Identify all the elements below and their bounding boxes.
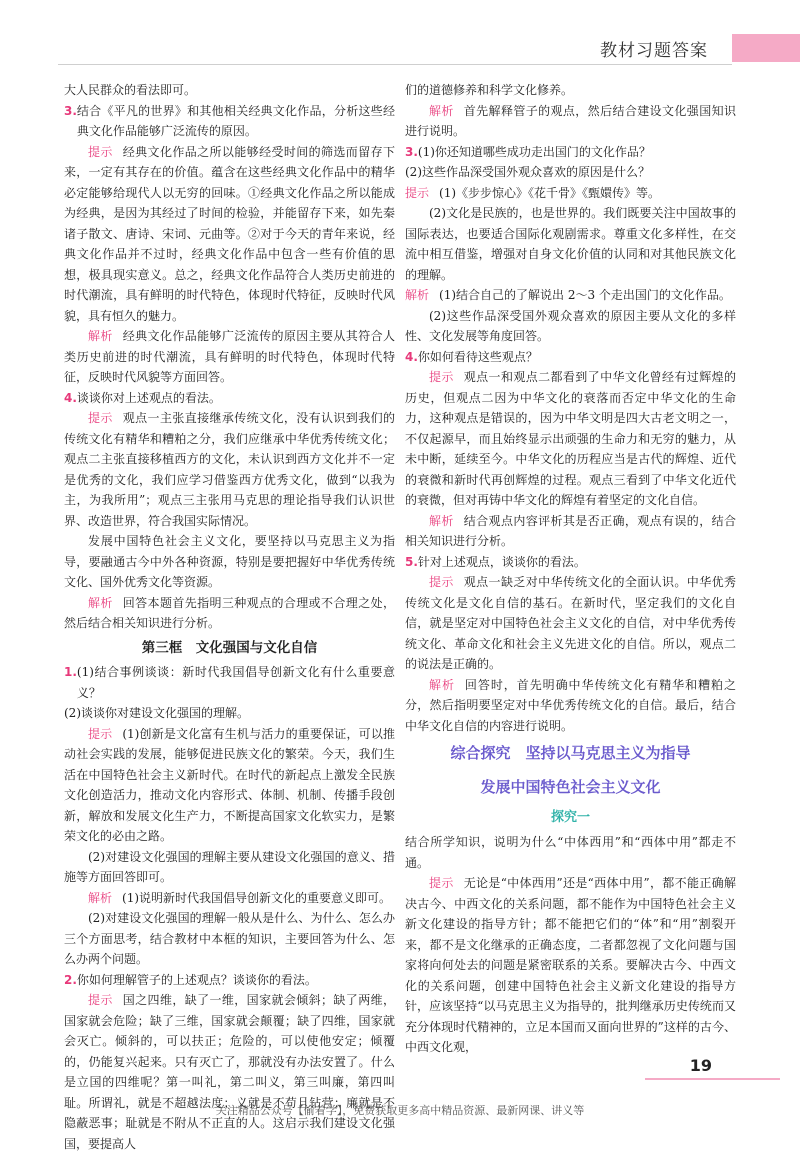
question-number: 3. (64, 103, 77, 118)
analysis-tag: 解析 (88, 890, 113, 905)
page-number: 19 (689, 1056, 712, 1075)
hint-text: 国之四维，缺了一维，国家就会倾斜；缺了两维，国家就会危险；缺了三维，国家就会颠覆；缺了四维，国家就会灭亡。倾斜的，可以扶正；危险的，可以使他安定；倾覆的，仍能复兴起来。只有灭亡了，那就没有办法安置了。什么是立国的四维呢？第一叫礼，第二叫义，第三叫廉，第四叫耻。所谓礼，就是不超越法度；义就是不苟且钻营；廉就是不隐蔽恶事；耻就是不附从不正直的人。这启示我们建设文化强国，要提高人 (64, 993, 395, 1151)
analysis-paragraph: (2)这些作品深受国外观众喜欢的原因主要从文化的多样性、文化发展等角度回答。 (405, 308, 736, 343)
analysis-text: 结合观点内容评析其是否正确，观点有误的，结合相关知识进行分析。 (405, 513, 736, 548)
question-text: (1)结合事例谈谈：新时代我国倡导创新文化有什么重要意义？ (76, 665, 395, 700)
analysis-tag: 解析 (88, 595, 113, 610)
analysis-block (405, 101, 736, 142)
analysis-block (405, 285, 736, 306)
question-text: 你如何理解管子的上述观点？谈谈你的看法。 (76, 972, 317, 987)
question-number: 5. (405, 554, 418, 569)
question-text: 谈谈你对上述观点的看法。 (76, 390, 221, 405)
question-number: 3. (405, 144, 418, 159)
analysis-text: (1)结合自己的了解说出 2～3 个走出国门的文化作品。 (439, 288, 731, 302)
question-text: 你如何看待这些观点？ (417, 349, 538, 364)
inquiry-heading-line-1: 综合探究 坚持以马克思主义为指导 (450, 744, 691, 762)
analysis-block (64, 888, 395, 909)
hint-text: 观点一缺乏对中华传统文化的全面认识。中华优秀传统文化是文化自信的基石。在新时代，坚定我们的文化自信，就是坚定对中国特色社会主义文化的自信，对中华优秀传统文化、革命文化和社会主义先进文化的自信。所以，观点二的说法是正确的。 (405, 575, 736, 671)
header-divider (58, 64, 732, 65)
right-line-1: 们的道德修养和科学文化修养。 (405, 83, 574, 97)
analysis-tag: 解析 (429, 513, 454, 528)
analysis-text: 首先解释管子的观点，然后结合建设文化强国知识进行说明。 (405, 103, 736, 138)
hint-text: 经典文化作品之所以能够经受时间的筛选而留存下来，一定有其存在的价值。蕴含在这些经典文化作品中的精华必定能够给现代人以无穷的回味。①经典文化作品之所以能成为经典，是因为其经过了时间的检验，并能留存下来，如先秦诸子散文、唐诗、宋词、元曲等。②对于今天的青年来说，经典文化作品并不过时，经典文化作品中包含一些有价值的思想，极具现实意义。总之，经典文化作品符合人类历史前进的时代潮流，具有鲜明的时代特色，体现时代特征，反映时代风貌，具有恒久的魅力。 (64, 144, 395, 323)
question-3 (64, 101, 395, 142)
hint-paragraph: (2)文化是民族的，也是世界的。我们既要关注中国故事的国际表达，也要适合国际化观剧需求。尊重文化多样性，在交流中相互借鉴，增强对自身文化价值的认同和对其他民族文化的理解。 (405, 206, 736, 282)
hint-tag: 提示 (88, 144, 113, 159)
header-accent-bar (732, 34, 800, 62)
question-text: (1)你还知道哪些成功走出国门的文化作品？ (417, 144, 651, 159)
hint-tag: 提示 (429, 575, 454, 589)
left-line-1: 大人民群众的看法即可。 (64, 83, 197, 97)
question-number: 4. (64, 390, 77, 405)
hint-block (64, 142, 395, 327)
hint-block (405, 183, 736, 204)
hint-block (64, 990, 395, 1154)
hint-tag: 提示 (88, 993, 113, 1007)
analysis-block (405, 675, 736, 737)
page-number-underline (645, 1078, 780, 1080)
hint-block (405, 873, 736, 1058)
analysis-text: 经典文化作品能够广泛流传的原因主要从其符合人类历史前进的时代潮流，具有鲜明的时代特色，体现时代特征，反映时代风貌等方面回答。 (64, 329, 395, 384)
question-4 (405, 347, 736, 368)
question-subtext: (2)谈谈你对建设文化强国的理解。 (64, 706, 249, 720)
question-2 (64, 970, 395, 991)
hint-text: 无论是“中体西用”还是“西体中用”，都不能正确解决古今、中西文化的关系问题，都不能作为中国特色社会主义新文化建设的指导方针；都不能把它们的“体”和“用”割裂开来，都不是文化继承的正确态度，二者都忽视了文化问题与国家将向何处去的问题是紧密联系的关系。要解决古今、中西文化的关系问题，创建中国特色社会主义新文化建设的指导方针，应该坚持“以马克思主义为指导的，批判继承历史传统而又充分体现时代精神的，立足本国而又面向世界的”这样的古今、中西文化观， (405, 876, 736, 1054)
hint-block (405, 572, 736, 675)
question-3 (405, 142, 736, 163)
hint-block (405, 367, 736, 511)
hint-text: (1)创新是文化富有生机与活力的重要保证，可以推动社会实践的发展，能够促进民族文化的繁荣。今天，我们生活在中国特色社会主义新时代。在时代的新起点上激发全民族文化创造活力，推动文化内容形式、体制、机制、传播手段创新，解放和发展文化生产力，不断提高国家文化软实力，是繁荣文化的必由之路。 (64, 726, 395, 843)
left-column (64, 80, 395, 1154)
hint-text: 观点一主张直接继承传统文化，没有认识到我们的传统文化有精华和糟粕之分，我们应继承中华优秀传统文化；观点二主张直接移植西方的文化，未认识到西方文化并不一定是优秀的文化，我们应学习借鉴西方优秀文化，做到“以我为主，为我所用”；观点三主张用马克思的理论指导我们认识世界、改造世界，符合我国实际情况。 (64, 411, 395, 528)
question-4 (64, 388, 395, 409)
footer-notice: 关注精品公众号【偷着学】，免费获取更多高中精品资源、最新网课、讲义等 (215, 1104, 585, 1117)
analysis-tag: 解析 (405, 288, 430, 302)
hint-text: (1)《步步惊心》《花千骨》《甄嬛传》等。 (439, 185, 661, 200)
hint-tag: 提示 (88, 726, 113, 741)
analysis-block (64, 326, 395, 388)
question-text: 针对上述观点，谈谈你的看法。 (417, 554, 586, 569)
analysis-text: 回答时，首先明确中华传统文化有精华和糟粕之分，然后指明要坚定对中华优秀传统文化的自信。最后，结合中华文化自信的内容进行说明。 (405, 677, 736, 733)
hint-block (64, 408, 395, 531)
inquiry-question: 结合所学知识，说明为什么“中体西用”和“西体中用”都走不通。 (405, 835, 736, 870)
question-1 (64, 662, 395, 703)
analysis-tag: 解析 (429, 677, 455, 692)
header-title: 教材习题答案 (600, 41, 708, 61)
question-5 (405, 552, 736, 573)
hint-tag: 提示 (405, 185, 430, 200)
question-number: 4. (405, 349, 418, 364)
hint-text: 观点一和观点二都看到了中华文化曾经有过辉煌的历史，但观点二因为中华文化的衰落而否定中华文化的生命力，这种观点是错误的，因为中华文明是四大古老文明之一，不仅起源早，而且始终显示出顽强的生命力和无穷的魅力，从未中断，延续至今。中华文化的历程应当是古代的辉煌、近代的衰微和新时代再创辉煌的过程。观点三看到了中华文化近代的衰微，但对再铸中华文化的辉煌有着坚定的文化自信。 (405, 370, 736, 507)
inquiry-subheading: 探究一 (550, 810, 590, 825)
question-subtext: (2)这些作品深受国外观众喜欢的原因是什么？ (405, 165, 650, 179)
analysis-paragraph: (2)对建设文化强国的理解一般从是什么、为什么、怎么办三个方面思考，结合教材中本框的知识，主要回答为什么、怎么办两个问题。 (64, 911, 395, 966)
analysis-tag: 解析 (88, 329, 113, 343)
analysis-text: 回答本题首先指明三种观点的合理或不合理之处，然后结合相关知识进行分析。 (64, 595, 395, 630)
hint-paragraph: (2)对建设文化强国的理解主要从建设文化强国的意义、措施等方面回答即可。 (64, 849, 395, 884)
analysis-text: (1)说明新时代我国倡导创新文化的重要意义即可。 (122, 890, 392, 905)
hint-tag: 提示 (429, 370, 454, 384)
right-column (405, 80, 736, 1058)
question-text: 结合《平凡的世界》和其他相关经典文化作品，分析这些经典文化作品能够广泛流传的原因。 (76, 103, 395, 138)
hint-tag: 提示 (88, 411, 113, 425)
question-number: 1. (64, 665, 77, 679)
analysis-tag: 解析 (429, 103, 454, 118)
section-title: 第三框 文化强国与文化自信 (141, 639, 318, 656)
analysis-block (405, 511, 736, 552)
hint-paragraph: 发展中国特色社会主义文化，要坚持以马克思主义为指导，要融通古今中外各种资源，特别是要把握好中华优秀传统文化、国外优秀文化等资源。 (64, 534, 395, 589)
hint-block (64, 724, 395, 847)
question-number: 2. (64, 972, 77, 987)
inquiry-heading-line-2: 发展中国特色社会主义文化 (480, 778, 661, 796)
hint-tag: 提示 (429, 876, 454, 890)
analysis-block (64, 593, 395, 634)
